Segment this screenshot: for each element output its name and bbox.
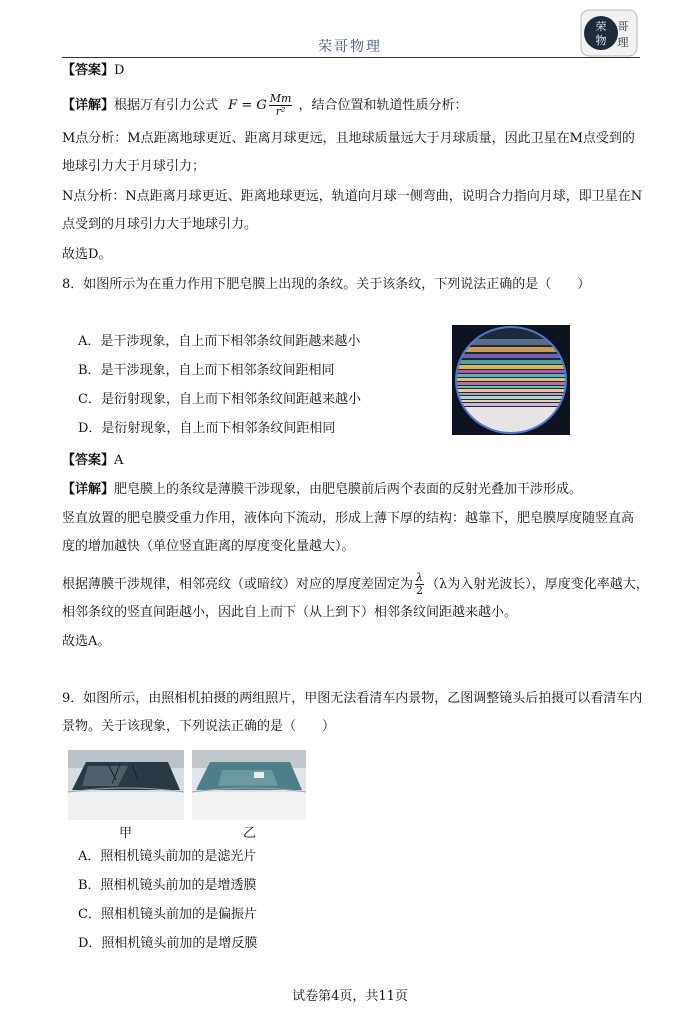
q9-stem-1: 9．如图所示，由照相机拍摄的两组照片，甲图无法看清车内景物，乙图调整镜头后拍摄可以看清车内 (62, 691, 643, 706)
detail-tail: ，结合位置和轨道性质分析： (298, 98, 468, 113)
q8-option-d: D．是衍射现象，自上而下相邻条纹间距相同 (78, 421, 336, 436)
q8-stem: 8．如图所示为在重力作用下肥皂膜上出现的条纹。关于该条纹，下列说法正确的是（ ） (62, 277, 591, 292)
q9-stem-2: 景物。关于该现象，下列说法正确的是（ ） (62, 719, 336, 734)
caption-jia: 甲 (119, 826, 133, 841)
gravitation-formula (228, 93, 294, 118)
answer-label: 【答案】 (62, 63, 115, 78)
soap-film-image (452, 325, 570, 435)
caption-yi: 乙 (243, 826, 257, 841)
detail-text: 根据薄膜干涉规律，相邻亮纹（或暗纹）对应的厚度差固定为 (62, 577, 414, 592)
q8-detail-2: 竖直放置的肥皂膜受重力作用，液体向下流动，形成上薄下厚的结构：越靠下，肥皂膜厚度随竖直高 (62, 511, 635, 526)
fraction-numerator: λ (416, 571, 423, 584)
q8-detail-1 (62, 481, 582, 499)
q7-conclusion: 故选D。 (62, 247, 112, 262)
q8-option-b: B．是干涉现象，自上而下相邻条纹间距相同 (78, 363, 335, 378)
car-photo-jia (68, 750, 184, 820)
detail-text: 根据万有引力公式 (114, 98, 219, 113)
q8-detail-4 (62, 572, 649, 597)
car-photo-yi (192, 750, 306, 820)
q8-answer (62, 452, 123, 470)
q7-m-analysis-2: 地球引力大于月球引力； (62, 159, 206, 174)
detail-text: 肥皂膜上的条纹是薄膜干涉现象，由肥皂膜前后两个表面的反射光叠加干涉形成。 (114, 482, 583, 497)
q8-detail-5: 相邻条纹的竖直间距越小，因此自上而下（从上到下）相邻条纹间距越来越小。 (62, 605, 518, 620)
header-title: 荣哥物理 (318, 39, 382, 55)
q7-detail-intro (62, 93, 467, 118)
answer-value: A (114, 453, 124, 468)
formula-numerator: Mm (269, 92, 292, 105)
q7-n-analysis-2: 点受到的月球引力大于地球引力。 (62, 217, 258, 232)
detail-label: 【详解】 (62, 482, 115, 497)
fraction-denominator: 2 (416, 584, 424, 597)
q8-conclusion: 故选A。 (62, 634, 111, 649)
q9-option-c: C．照相机镜头前加的是偏振片 (78, 907, 257, 922)
svg-text:理: 理 (617, 36, 629, 49)
page-footer: 试卷第4页，共11页 (292, 989, 408, 1004)
svg-text:物: 物 (595, 34, 607, 47)
q7-n-analysis-1: N点分析：N点距离月球更近、距离地球更远，轨道向月球一侧弯曲，说明合力指向月球，即卫星在N (62, 189, 643, 204)
svg-text:哥: 哥 (617, 20, 629, 33)
q7-answer (62, 62, 124, 80)
q8-option-a: A．是干涉现象，自上而下相邻条纹间距越来越小 (78, 334, 361, 349)
answer-label: 【答案】 (62, 453, 115, 468)
half-wavelength-fraction (415, 572, 424, 597)
svg-text:荣: 荣 (595, 20, 607, 33)
answer-value: D (114, 63, 125, 78)
q9-option-b: B．照相机镜头前加的是增透膜 (78, 878, 257, 893)
q8-option-c: C．是衍射现象，自上而下相邻条纹间距越来越小 (78, 392, 361, 407)
header-divider (62, 57, 640, 58)
formula-lhs: F = G (228, 98, 267, 113)
q7-m-analysis-1: M点分析：M点距离地球更近、距离月球更远，且地球质量远大于月球质量，因此卫星在M点受到的 (62, 131, 635, 146)
logo (579, 8, 639, 58)
formula-denominator: r² (275, 105, 286, 118)
q9-option-d: D．照相机镜头前加的是增反膜 (78, 936, 258, 951)
detail-label: 【详解】 (62, 98, 115, 113)
q9-option-a: A．照相机镜头前加的是滤光片 (78, 849, 257, 864)
q8-detail-3: 度的增加越快（单位竖直距离的厚度变化量越大）。 (62, 539, 355, 554)
detail-text: （λ为入射光波长），厚度变化率越大， (426, 577, 649, 592)
